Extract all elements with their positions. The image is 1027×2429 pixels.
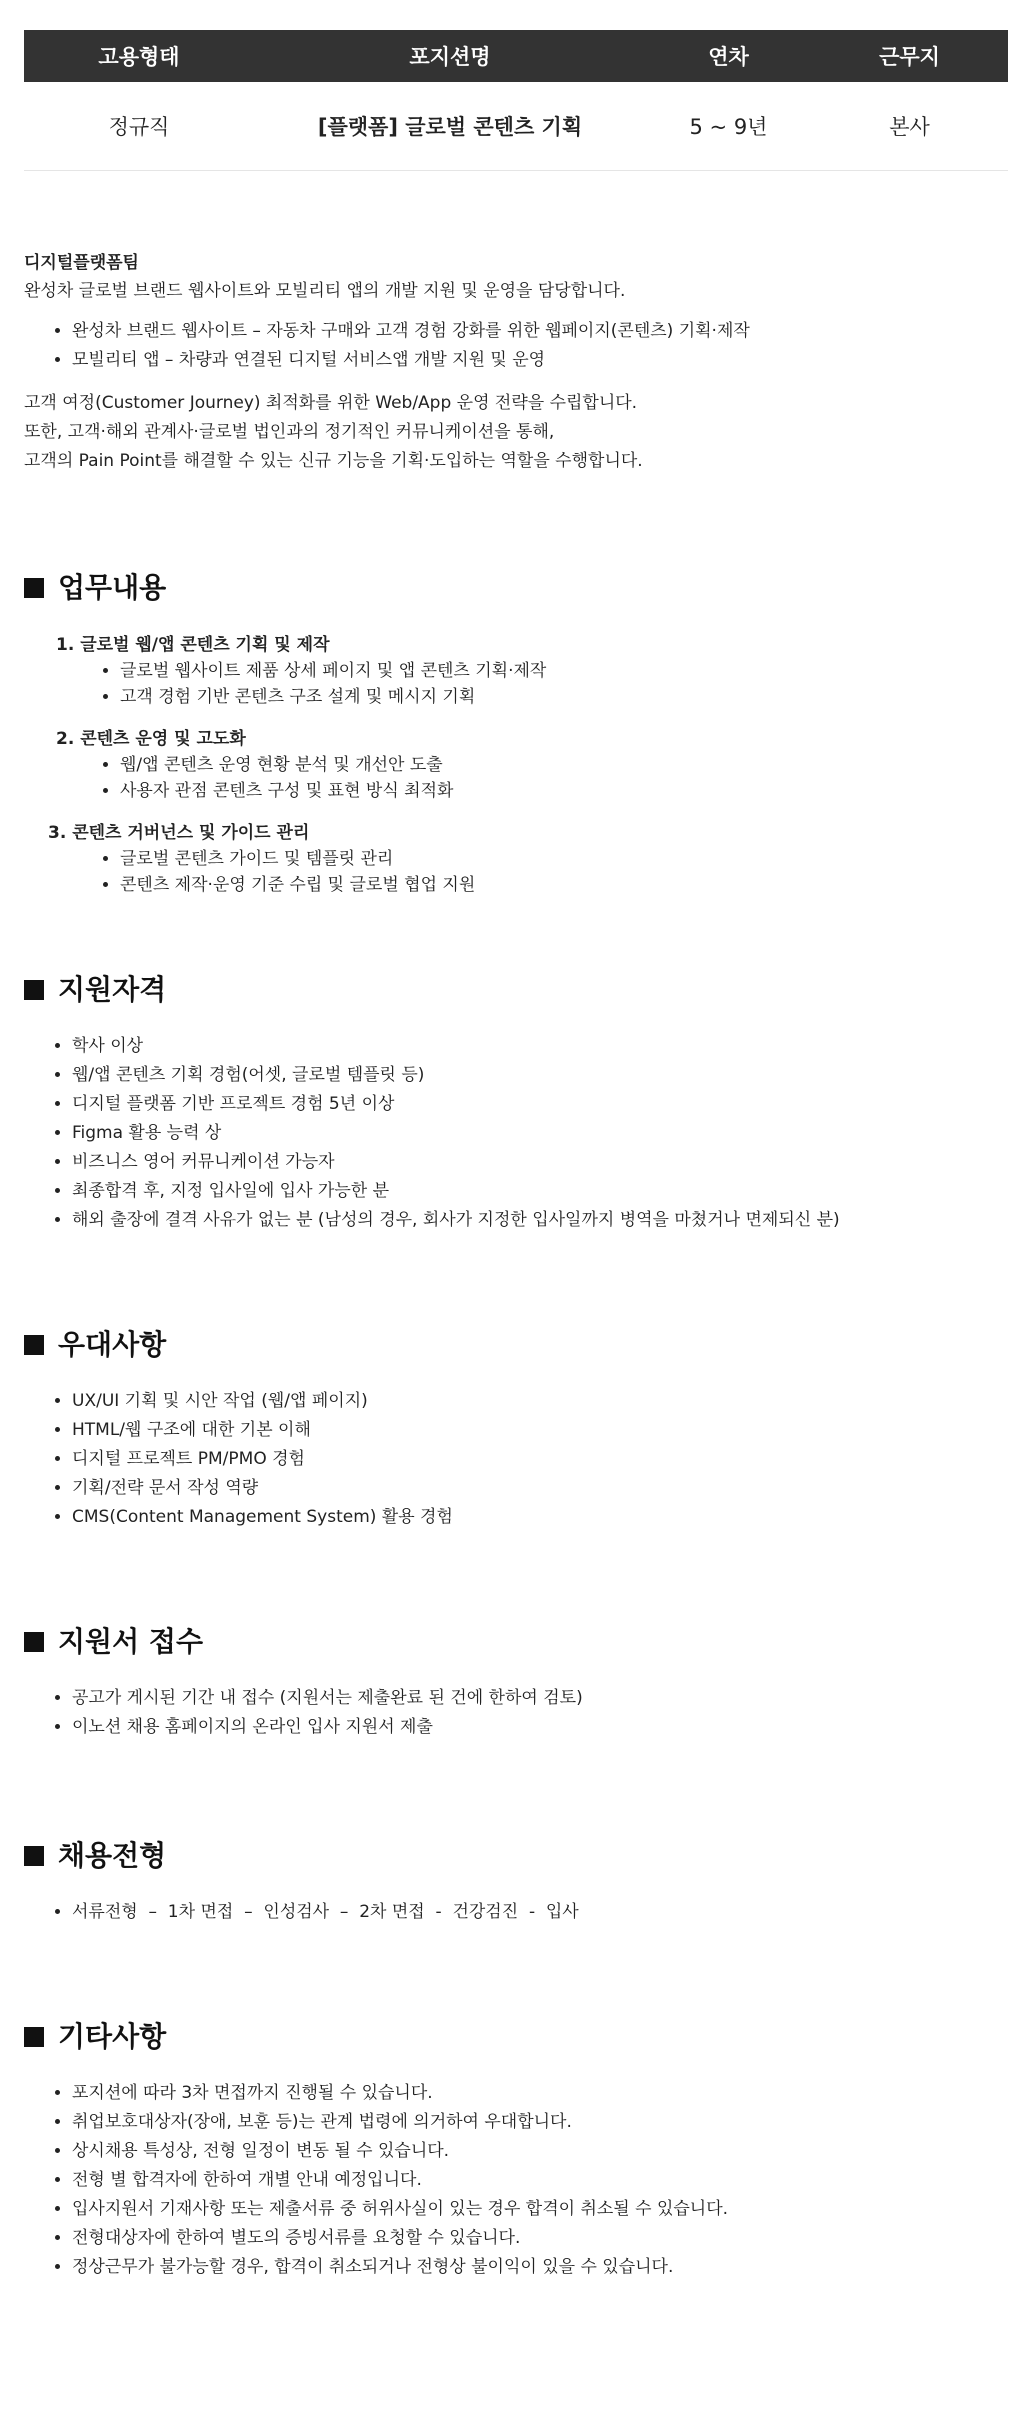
section-heading <box>24 568 1008 608</box>
position-summary-table <box>24 30 1008 171</box>
list-item: • 웹/앱 콘텐츠 운영 현황 분석 및 개선안 도출 <box>120 752 1008 778</box>
etc-section <box>24 2017 1008 2282</box>
section-title: 업무내용 <box>58 571 167 604</box>
list-item: • 정상근무가 불가능할 경우, 합격이 취소되거나 전형상 불이익이 있을 수 있습니다. <box>72 2253 1008 2282</box>
duty-title: 1. 글로벌 웹/앱 콘텐츠 기획 및 제작 <box>56 635 330 655</box>
list-item: • 완성차 브랜드 웹사이트 – 자동차 구매와 고객 경험 강화를 위한 웹페이지(콘텐츠) 기획·제작 <box>72 317 1008 346</box>
square-bullet-icon <box>24 1846 44 1866</box>
header-employment-type: 고용형태 <box>24 30 254 82</box>
square-bullet-icon <box>24 2027 44 2047</box>
section-heading <box>24 1836 1008 1876</box>
duty-sub-list <box>24 658 1008 710</box>
location-value: 본사 <box>811 82 1008 171</box>
list-item: • 고객 경험 기반 콘텐츠 구조 설계 및 메시지 기획 <box>120 684 1008 710</box>
section-title: 지원자격 <box>58 973 167 1006</box>
list-item: • 해외 출장에 결격 사유가 없는 분 (남성의 경우, 회사가 지정한 입사일까지 병역을 마쳤거나 면제되신 분) <box>72 1206 1008 1235</box>
list-item: • 사용자 관점 콘텐츠 구성 및 표현 방식 최적화 <box>120 778 1008 804</box>
team-intro <box>24 249 1008 476</box>
qualifications-list <box>24 1032 1008 1235</box>
list-item: • 취업보호대상자(장애, 보훈 등)는 관계 법령에 의거하여 우대합니다. <box>72 2108 1008 2137</box>
section-title: 우대사항 <box>58 1328 167 1361</box>
header-experience: 연차 <box>646 30 811 82</box>
section-heading <box>24 970 1008 1010</box>
list-item: • 비즈니스 영어 커뮤니케이션 가능자 <box>72 1148 1008 1177</box>
experience-value: 5 ~ 9년 <box>646 82 811 171</box>
list-item: • 포지션에 따라 3차 면접까지 진행될 수 있습니다. <box>72 2079 1008 2108</box>
qualifications-section <box>24 970 1008 1235</box>
intro-paragraph: 고객 여정(Customer Journey) 최적화를 위한 Web/App 운영 전략을 수립합니다. <box>24 393 638 413</box>
job-posting <box>24 30 1008 2282</box>
header-position-name: 포지션명 <box>254 30 646 82</box>
duty-item <box>24 726 1008 804</box>
list-item: • Figma 활용 능력 상 <box>72 1119 1008 1148</box>
intro-paragraph: 또한, 고객·해외 관계사·글로벌 법인과의 정기적인 커뮤니케이션을 통해, <box>24 422 555 442</box>
list-item: • 공고가 게시된 기간 내 접수 (지원서는 제출완료 된 건에 한하여 검토) <box>72 1684 1008 1713</box>
duties-list <box>24 632 1008 898</box>
list-item: • 디지털 프로젝트 PM/PMO 경험 <box>72 1445 1008 1474</box>
header-location: 근무지 <box>811 30 1008 82</box>
application-section <box>24 1622 1008 1742</box>
square-bullet-icon <box>24 1632 44 1652</box>
square-bullet-icon <box>24 980 44 1000</box>
list-item: • 웹/앱 콘텐츠 기획 경험(어셋, 글로벌 템플릿 등) <box>72 1061 1008 1090</box>
list-item: • 콘텐츠 제작·운영 기준 수립 및 글로벌 협업 지원 <box>120 872 1008 898</box>
list-item: • CMS(Content Management System) 활용 경험 <box>72 1503 1008 1532</box>
duty-sub-list <box>24 752 1008 804</box>
list-item: • HTML/웹 구조에 대한 기본 이해 <box>72 1416 1008 1445</box>
list-item: • 서류전형 – 1차 면접 – 인성검사 – 2차 면접 - 건강검진 - 입사 <box>72 1898 1008 1927</box>
duty-title: 3. 콘텐츠 거버넌스 및 가이드 관리 <box>48 823 310 843</box>
team-bullet-list <box>24 317 1008 375</box>
section-heading <box>24 2017 1008 2057</box>
list-item: • 전형 별 합격자에 한하여 개별 안내 예정입니다. <box>72 2166 1008 2195</box>
process-section <box>24 1836 1008 1927</box>
list-item: • 디지털 플랫폼 기반 프로젝트 경험 5년 이상 <box>72 1090 1008 1119</box>
list-item: • 글로벌 콘텐츠 가이드 및 템플릿 관리 <box>120 846 1008 872</box>
preferred-list <box>24 1387 1008 1532</box>
square-bullet-icon <box>24 578 44 598</box>
intro-paragraph: 고객의 Pain Point를 해결할 수 있는 신규 기능을 기획·도입하는 역할을 수행합니다. <box>24 451 643 471</box>
duty-item <box>24 632 1008 710</box>
application-list <box>24 1684 1008 1742</box>
summary-value-row <box>24 82 1008 171</box>
employment-type-value: 정규직 <box>24 82 254 171</box>
section-title: 기타사항 <box>58 2020 167 2053</box>
duty-title: 2. 콘텐츠 운영 및 고도화 <box>56 729 246 749</box>
list-item: • 최종합격 후, 지정 입사일에 입사 가능한 분 <box>72 1177 1008 1206</box>
list-item: • 이노션 채용 홈페이지의 온라인 입사 지원서 제출 <box>72 1713 1008 1742</box>
preferred-section <box>24 1325 1008 1532</box>
list-item: • 모빌리티 앱 – 차량과 연결된 디지털 서비스앱 개발 지원 및 운영 <box>72 346 1008 375</box>
list-item: • 글로벌 웹사이트 제품 상세 페이지 및 앱 콘텐츠 기획·제작 <box>120 658 1008 684</box>
process-list <box>24 1898 1008 1927</box>
square-bullet-icon <box>24 1335 44 1355</box>
section-heading <box>24 1622 1008 1662</box>
list-item: • 입사지원서 기재사항 또는 제출서류 중 허위사실이 있는 경우 합격이 취소될 수 있습니다. <box>72 2195 1008 2224</box>
summary-header-row <box>24 30 1008 82</box>
team-description: 완성차 글로벌 브랜드 웹사이트와 모빌리티 앱의 개발 지원 및 운영을 담당합니다. <box>24 281 626 301</box>
list-item: • 기획/전략 문서 작성 역량 <box>72 1474 1008 1503</box>
position-name-value: [플랫폼] 글로벌 콘텐츠 기획 <box>254 82 646 171</box>
list-item: • 전형대상자에 한하여 별도의 증빙서류를 요청할 수 있습니다. <box>72 2224 1008 2253</box>
list-item: • 학사 이상 <box>72 1032 1008 1061</box>
section-title: 채용전형 <box>58 1839 167 1872</box>
team-name: 디지털플랫폼팀 <box>24 253 139 273</box>
duty-item <box>24 820 1008 898</box>
duties-section <box>24 568 1008 898</box>
section-title: 지원서 접수 <box>58 1625 203 1658</box>
list-item: • UX/UI 기획 및 시안 작업 (웹/앱 페이지) <box>72 1387 1008 1416</box>
etc-list <box>24 2079 1008 2282</box>
duty-sub-list <box>24 846 1008 898</box>
section-heading <box>24 1325 1008 1365</box>
list-item: • 상시채용 특성상, 전형 일정이 변동 될 수 있습니다. <box>72 2137 1008 2166</box>
